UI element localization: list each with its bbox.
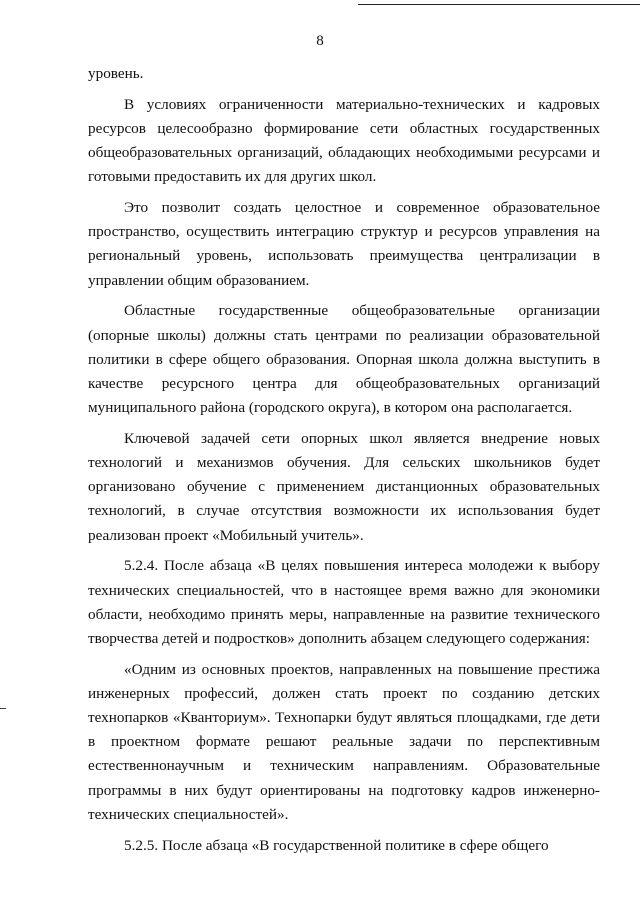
page-number: 8: [316, 33, 324, 49]
paragraph-section-5-2-4: 5.2.4. После абзаца «В целях повышения интереса молодежи к выбору технических специальностей, что в настоящее время важно для экономики области, необходимо принять меры, направленные на развитие технического творчества детей и подростков» дополнить абзацем следующего содержания:: [88, 557, 600, 647]
paragraph-network-of-schools: В условиях ограниченности материально-технических и кадровых ресурсов целесообразно формирование сети областных государственных общеобразовательных организаций, обладающих необходимыми ресурсами и готовыми предоставить их для других школ.: [88, 95, 600, 186]
paragraph-quantorium-quote: «Одним из основных проектов, направленных на повышение престижа инженерных профессий, должен стать проект по созданию детских технопарков «Кванториум». Технопарки будут являться площадками, где дети в проектном формате решают реальные задачи по перспективным естественнонаучным и техническим направлениям. Образовательные программы в них будут ориентированы на подготовку кадров инженерно-технических специальностей».: [88, 660, 600, 823]
paragraph-educational-space: Это позволит создать целостное и современное образовательное пространство, осуществить интеграцию структур и ресурсов управления на региональный уровень, использовать преимущества централизации в управлении общим образованием.: [88, 199, 600, 289]
paragraph-section-5-2-5: 5.2.5. После абзаца «В государственной политике в сфере общего: [124, 836, 549, 854]
paragraph-support-schools: Областные государственные общеобразовательные организации (опорные школы) должны стать центрами по реализации образовательной политики в сфере общего образования. Опорная школа должна выступить в качестве ресурсного центра для общеобразовательных организаций муниципального района (городского округа), в котором она располагается.: [88, 302, 600, 417]
document-body: [88, 62, 600, 858]
paragraph-continuation: уровень.: [88, 65, 144, 82]
margin-mark: [0, 708, 6, 709]
top-rule: [358, 4, 640, 5]
paragraph-key-task: Ключевой задачей сети опорных школ является внедрение новых технологий и механизмов обучения. Для сельских школьников будет организовано обучение с применением дистанционных образовательных технологий, в случае отсутствия возможности их использования будет реализован проект «Мобильный учитель».: [88, 429, 600, 544]
